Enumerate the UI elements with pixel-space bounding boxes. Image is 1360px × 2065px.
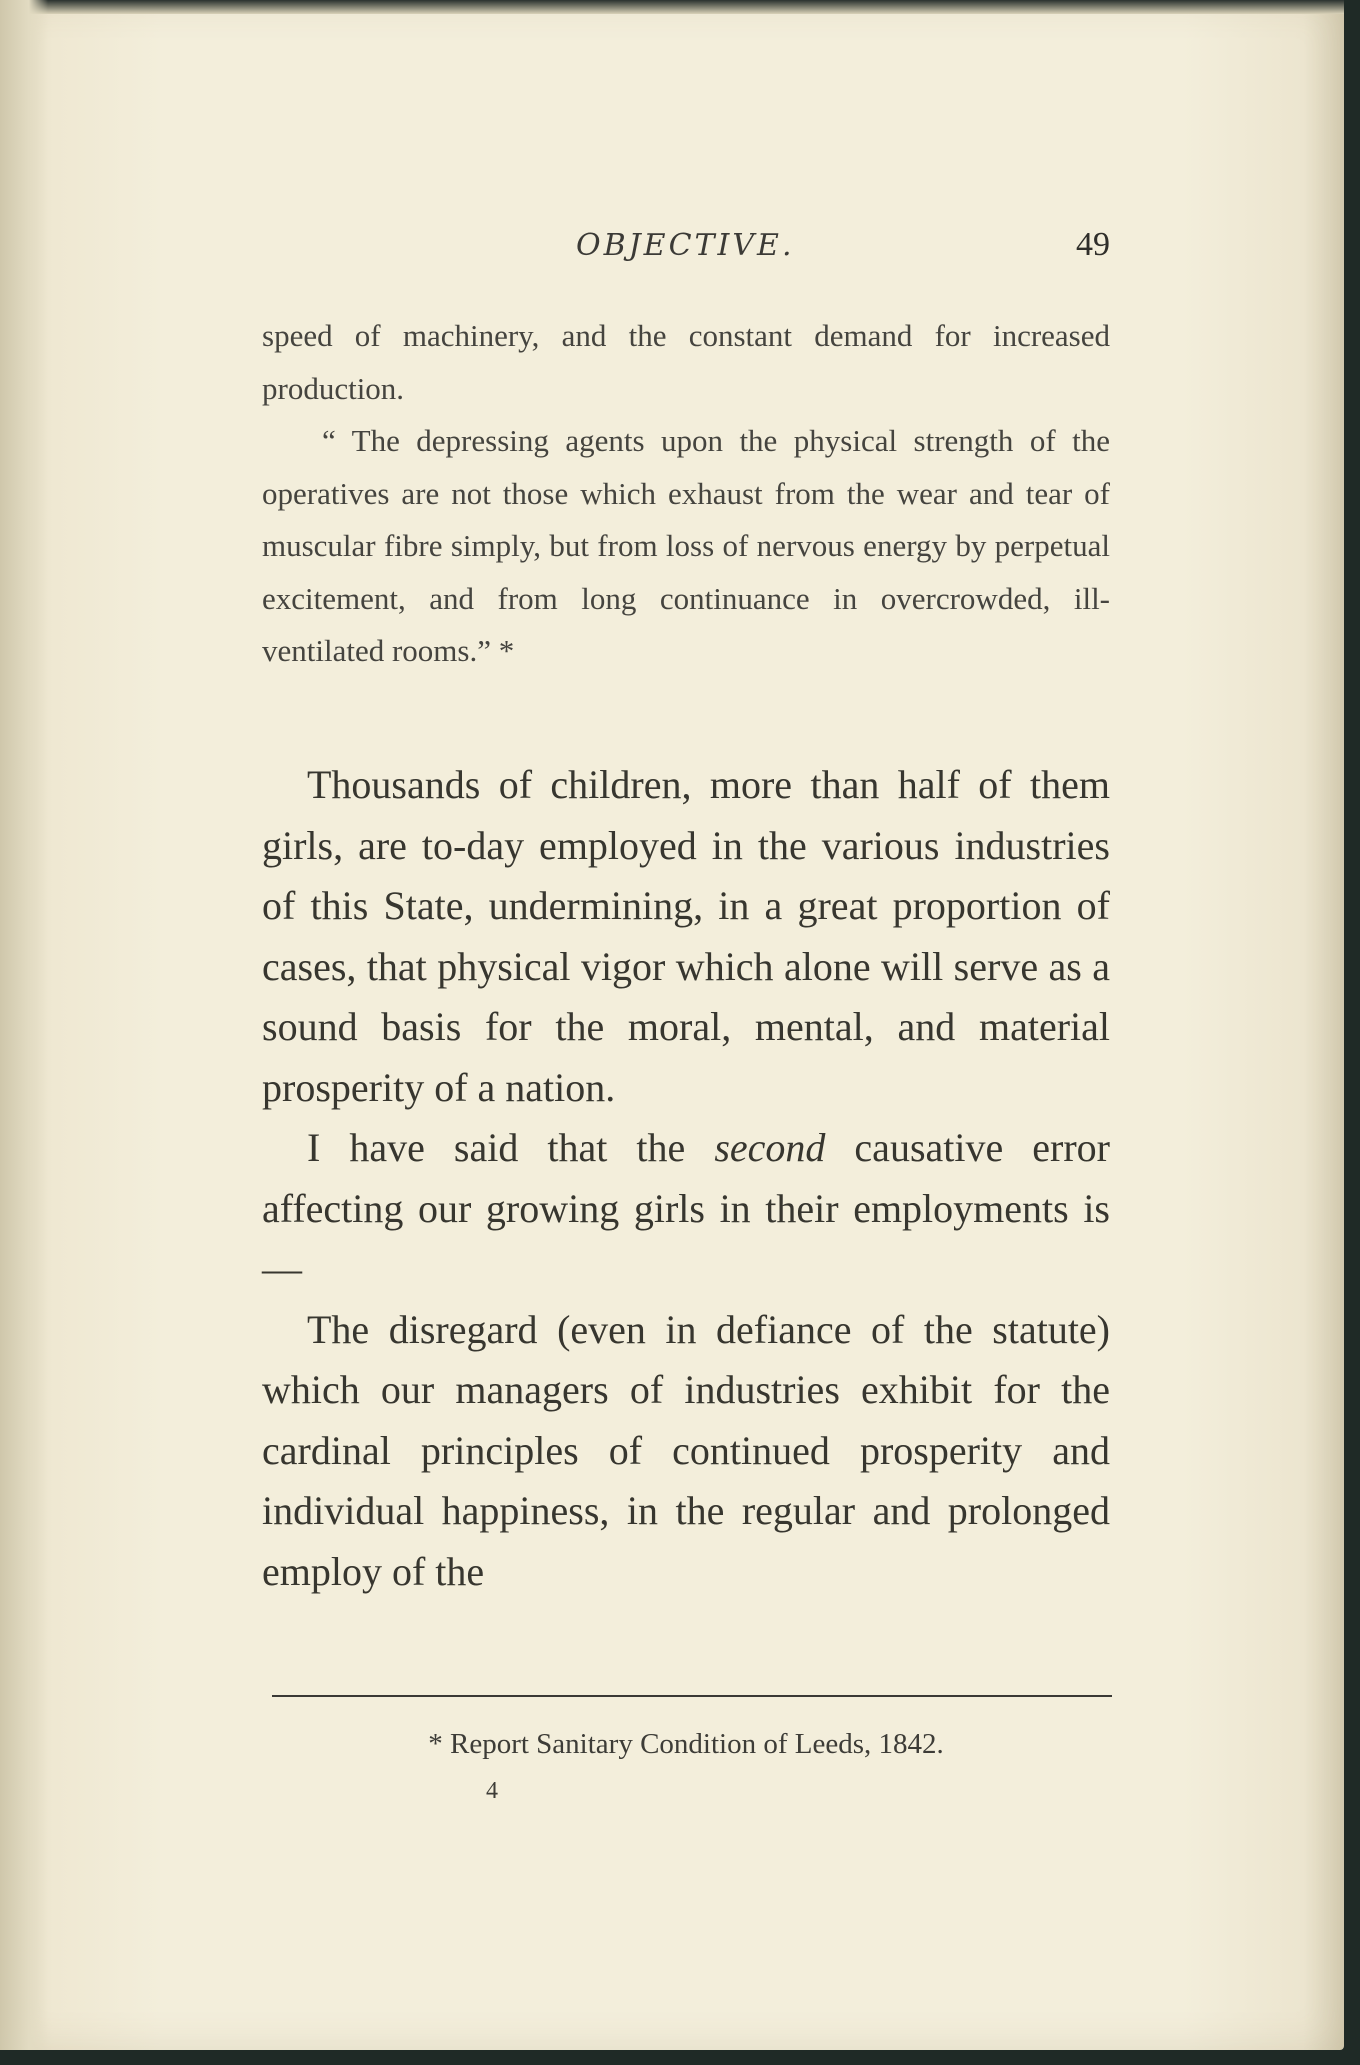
body-text [262, 755, 1110, 1602]
footnote: * Report Sanitary Condition of Leeds, 1842. [428, 1728, 944, 1760]
body-paragraph-2-start: I have said that the [307, 1125, 715, 1170]
quote-paragraph-2: “ The depressing agents upon the physical strength of the operatives are not those which exhaust from the wear and tear of muscular fibre simply, but from loss of nervous energy by perpetual excitement, and from long continuance in overcrowded, ill-ventilated rooms.” * [262, 423, 1110, 668]
signature-mark: 4 [486, 1778, 498, 1804]
emphasis-second: second [714, 1125, 826, 1170]
page-number: 49 [1076, 226, 1110, 263]
body-paragraph-2-end: causative error affecting our growing girls in their employments is — [262, 1125, 1110, 1291]
body-paragraph-2 [262, 1118, 1110, 1300]
page-gutter [0, 0, 48, 2050]
body-paragraph-3: The disregard (even in defiance of the statute) which our managers of industries exhibit for the cardinal principles of continued prosperity and individual happiness, in the regular and prolonged employ of the [262, 1306, 1110, 1594]
running-head [260, 228, 1110, 278]
quoted-passage [262, 310, 1110, 678]
body-paragraph-1: Thousands of children, more than half of them girls, are to-day employed in the various industries of this State, undermining, in a great proportion of cases, that physical vigor which alone will serve as a sound basis for the moral, mental, and material prosperity of a nation. [262, 762, 1110, 1110]
footnote-rule [272, 1695, 1112, 1697]
quote-paragraph-1: speed of machinery, and the constant demand for increased production. [262, 318, 1110, 406]
running-head-title: OBJECTIVE. [576, 228, 795, 263]
page-top-edge [0, 0, 1344, 14]
